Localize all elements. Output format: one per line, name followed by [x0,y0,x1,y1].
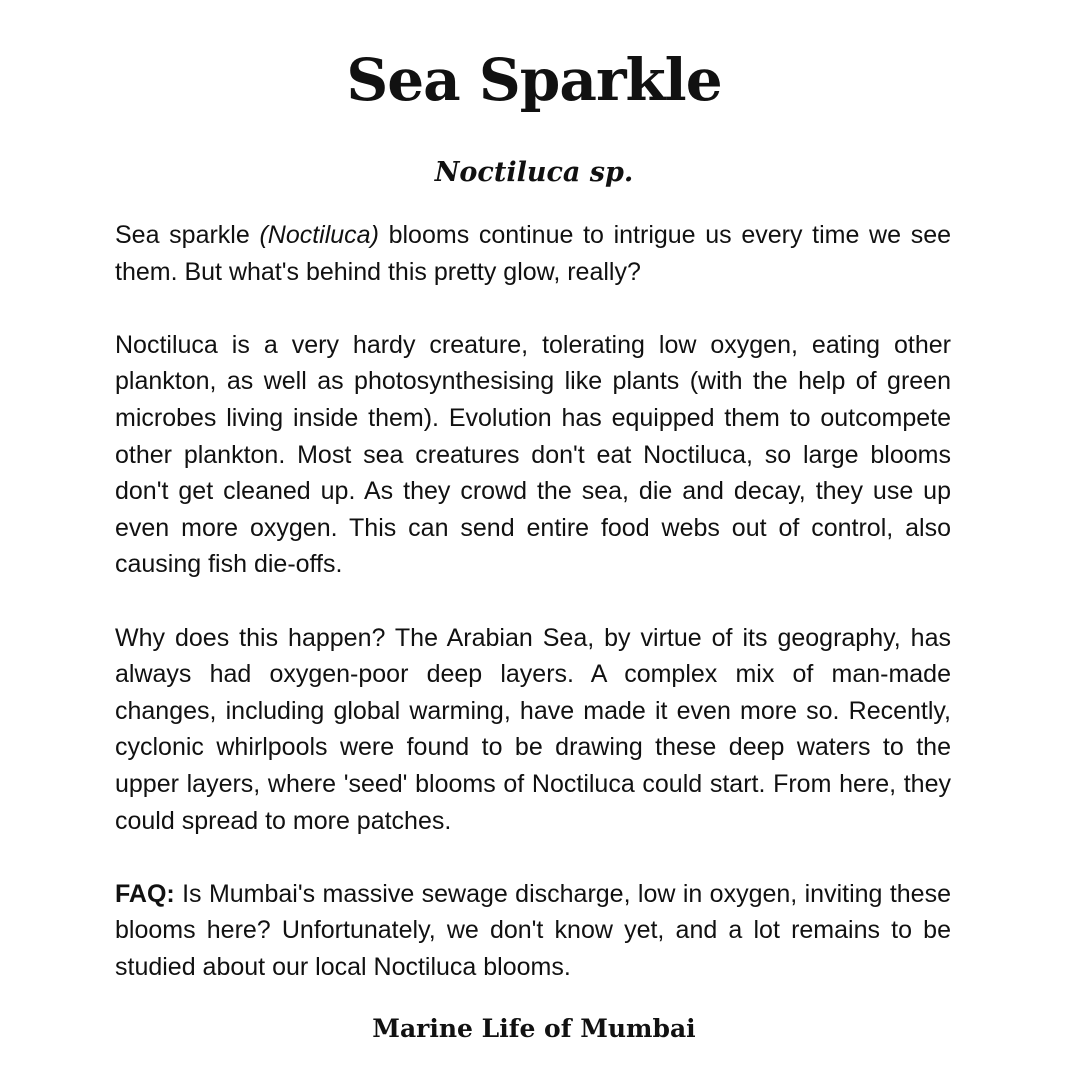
paragraph-hardy: Noctiluca is a very hardy creature, tolerating low oxygen, eating other plankton, as well as photosynthesising like plants (with the help of green microbes living inside them). Evolution has equipped them to outcompete other plankton. Most sea creatures don't eat Noctiluca, so large blooms don't get cleaned up. As they crowd the sea, die and decay, they use up even more oxygen. This can send entire food webs out of control, also causing fish die-offs. [115,330,951,579]
paragraph-intro [115,217,951,290]
intro-italic-name: (Noctiluca) [259,221,379,249]
page-title: Sea Sparkle [346,46,722,114]
article-body [115,217,951,985]
species-subtitle: Noctiluca sp. [434,157,634,188]
footer-credit: Marine Life of Mumbai [372,1014,696,1043]
paragraph-why: Why does this happen? The Arabian Sea, by virtue of its geography, has always had oxygen-poor deep layers. A complex mix of man-made changes, including global warming, have made it even more so. Recently, cyclonic whirlpools were found to be drawing these deep waters to the upper layers, where 'seed' blooms of Noctiluca could start. From here, they could spread to more patches. [115,623,951,835]
paragraph-faq [115,876,951,986]
faq-label: FAQ: [115,879,175,908]
intro-text-end: blooms continue to intrigue us every time we see them. But what's behind this pretty glow, really? [115,221,952,286]
intro-text-start: Sea sparkle [115,221,260,249]
faq-text: Is Mumbai's massive sewage discharge, low in oxygen, inviting these blooms here? Unfortunately, we don't know yet, and a lot remains to be studied about our local Noctiluca blooms. [115,879,951,981]
